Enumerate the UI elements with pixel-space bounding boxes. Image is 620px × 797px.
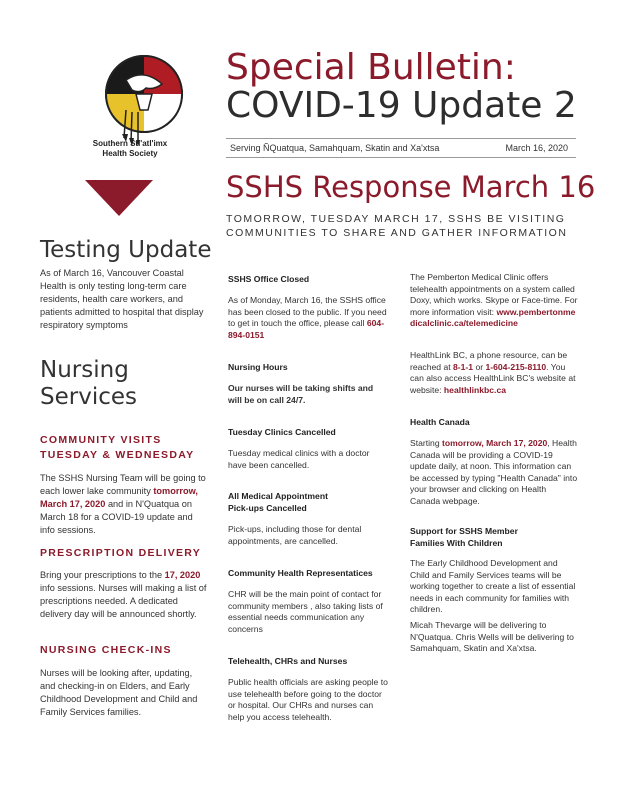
pemberton-link[interactable]: www.pembertonmedicalclinic.ca/telemedicine xyxy=(410,306,576,328)
divider-top xyxy=(226,138,576,139)
prescription-heading: PRESCRIPTION DELIVERY xyxy=(40,547,202,559)
checkins-heading: NURSING CHECK-INS xyxy=(40,644,172,656)
healthlink-phone-1[interactable]: 8-1-1 xyxy=(453,361,474,372)
visits-text: The SSHS Nursing Team will be going to each lower lake community tomorrow, March 17, 2020 and in N'Quatqua on March 18 for a COVID-19 update and info sessions. xyxy=(40,473,206,535)
chr-heading: Community Health Representatices xyxy=(228,568,373,578)
prescription-text: Bring your prescriptions to the 17, 2020 info sessions. Nurses will making a list of prescriptions needed. A dedicated delivery day will be announced shortly. xyxy=(40,570,207,619)
micah-text: Micah Thevarge will be delivering to N'Quatqua. Chris Wells will be delivering to Samahquam, Skatin and Xa'xtsa. xyxy=(410,620,574,653)
medicine-wheel-logo xyxy=(96,50,192,146)
canada-date-highlight: tomorrow, March 17, 2020 xyxy=(442,438,548,448)
visits-date-highlight: tomorrow, March 17, 2020 xyxy=(40,486,198,509)
testing-text: As of March 16, Vancouver Coastal Health is only testing long-term care residents, health care workers, and patients admitted to hospital that display respiratory symptoms xyxy=(40,268,204,330)
appointments-heading: All Medical Appointment Pick-ups Cancelled xyxy=(228,491,328,513)
office-phone[interactable]: 604-894-0151 xyxy=(228,318,385,340)
divider-bottom xyxy=(226,157,576,158)
support-heading: Support for SSHS Member Families With Children xyxy=(410,526,518,548)
response-subtitle: TOMORROW, TUESDAY MARCH 17, SSHS BE VISITING COMMUNITIES TO SHARE AND GATHER INFORMATION xyxy=(226,213,568,239)
healthlink-text: HealthLink BC, a phone resource, can be reached at 8-1-1 or 1-604-215-8110. You can also access HealthLink BC's website at website: healthlinkbc.ca xyxy=(410,350,576,395)
serving-communities: Serving ÑQuatqua, Samahquam, Skatin and Xa'xtsa xyxy=(230,143,440,153)
telehealth-heading: Telehealth, CHRs and Nurses xyxy=(228,656,348,666)
telehealth-text: Public health officials are asking people to use telehealth before going to the doctor or hospital. Our CHRs and nurses can help you access telehealth. xyxy=(228,677,388,722)
pemberton-text: The Pemberton Medical Clinic offers telehealth appointments on a system called Doxy, which works. Skype or Face-time. For more information visit: www.pembertonmedicalclinic.ca/telemedicine xyxy=(410,272,578,328)
triangle-icon xyxy=(85,180,153,216)
office-heading: SSHS Office Closed xyxy=(228,274,310,284)
bulletin-date: March 16, 2020 xyxy=(505,143,568,153)
office-text: As of Monday, March 16, the SSHS office has been closed to the public. If you need to get in touch the office, please call 604-894-0151 xyxy=(228,295,387,340)
visits-heading: COMMUNITY VISITS TUESDAY & WEDNESDAY xyxy=(40,434,195,461)
checkins-text: Nurses will be looking after, updating, and checking-in on Elders, and Early Childhood Development and Child and Family Services families. xyxy=(40,668,198,717)
bulletin-title: Special Bulletin: xyxy=(226,47,516,88)
healthlink-link[interactable]: healthlinkbc.ca xyxy=(443,384,507,395)
support-text: The Early Childhood Development and Child and Family Services teams will be working together to create a list of essential needs in each community for families with children. xyxy=(410,558,576,614)
appointments-text: Pick-ups, including those for dental appointments, are cancelled. xyxy=(228,524,362,546)
response-title: SSHS Response March 16 xyxy=(226,170,596,204)
canada-text: Starting tomorrow, March 17, 2020, Health Canada will be providing a COVID-19 update daily, at noon. This information can be accessed by typing "Health Canada" into your browser and clicking on Health Canada webpage. xyxy=(410,438,578,506)
prescription-date-highlight: 17, 2020 xyxy=(164,570,201,580)
bulletin-subtitle: COVID-19 Update 2 xyxy=(226,85,577,126)
hours-heading: Nursing Hours xyxy=(228,362,288,372)
canada-heading: Health Canada xyxy=(410,417,470,427)
nursing-heading: Nursing Services xyxy=(40,357,137,410)
org-name: Southern Stl'atl'imx Health Society xyxy=(92,139,168,158)
clinics-text: Tuesday medical clinics with a doctor have been cancelled. xyxy=(228,448,370,470)
hours-text: Our nurses will be taking shifts and will be on call 24/7. xyxy=(228,383,374,405)
testing-heading: Testing Update xyxy=(40,237,212,263)
chr-text: CHR will be the main point of contact for community members , also taking lists of essential needs communication any concerns xyxy=(228,589,383,634)
clinics-heading: Tuesday Clinics Cancelled xyxy=(228,427,336,437)
healthlink-phone-2[interactable]: 1-604-215-8110 xyxy=(485,361,547,372)
